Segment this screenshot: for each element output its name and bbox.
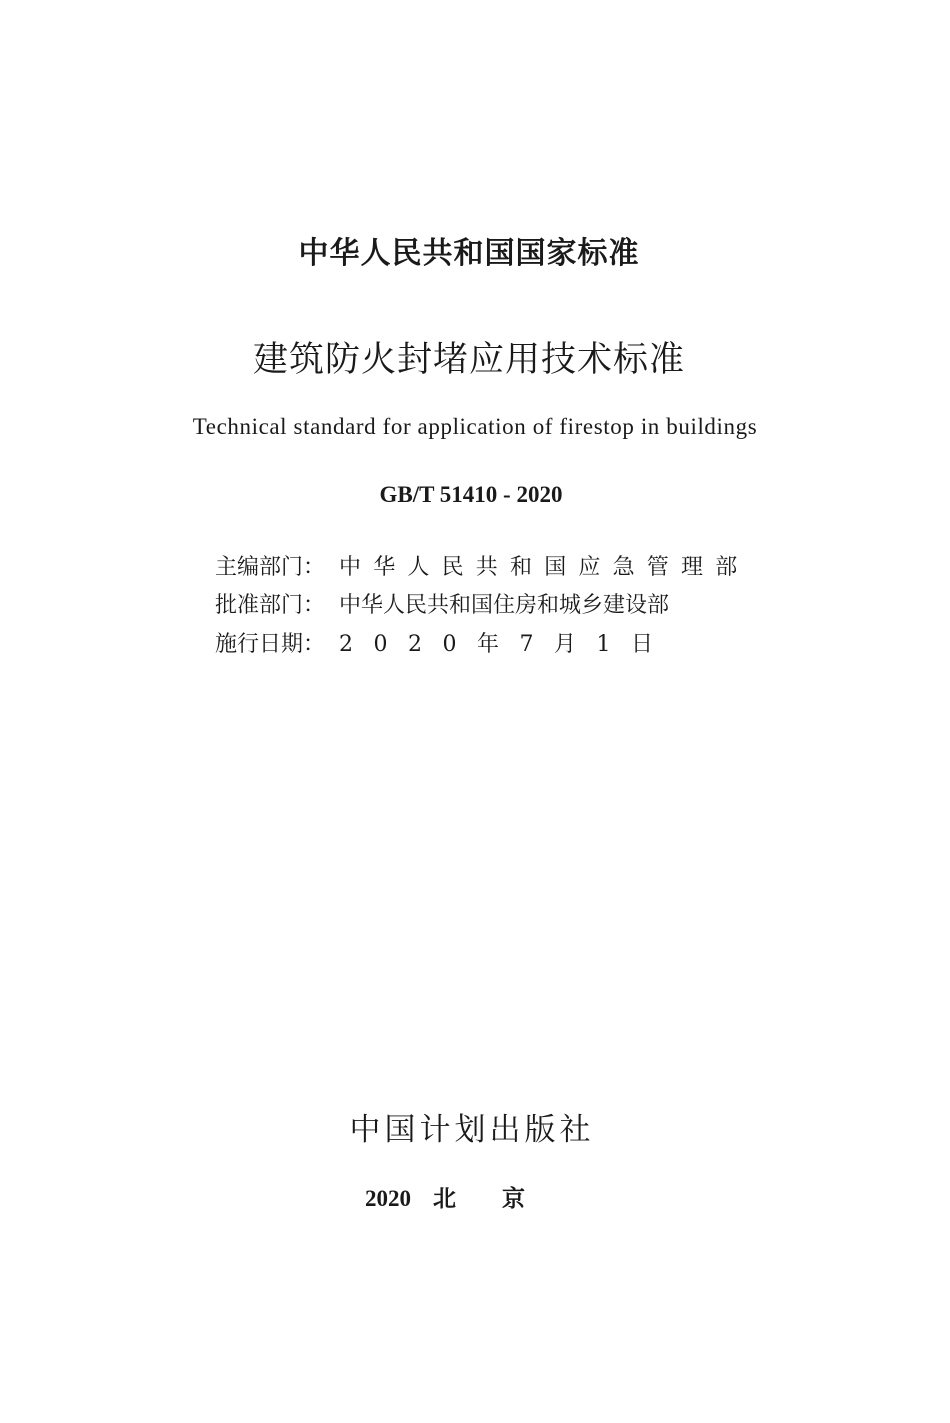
effective-date-row: [215, 627, 673, 657]
publication-city: 北京: [433, 1186, 571, 1212]
national-standard-heading: 中华人民共和国国家标准: [298, 236, 640, 271]
approval-value: 中华人民共和国住房和城乡建设部: [339, 592, 670, 618]
effective-date-label: 施行日期：: [215, 631, 326, 657]
approval-label: 批准部门：: [215, 592, 326, 618]
approval-row: [215, 588, 669, 618]
chief-editor-row: [215, 550, 749, 580]
publication-place: [0, 1180, 943, 1213]
chief-editor-value: 中华人民共和国应急管理部: [339, 554, 750, 580]
effective-date-value: 2020年7月1日: [339, 631, 674, 657]
publication-year: 2020: [365, 1186, 411, 1211]
chief-editor-label: 主编部门：: [215, 554, 326, 580]
title-english: Technical standard for application of firestop in buildings: [192, 414, 758, 439]
standard-code: GB/T 51410 - 2020: [379, 482, 563, 507]
title-chinese: 建筑防火封堵应用技术标准: [252, 340, 685, 380]
publisher-name: 中国计划出版社: [349, 1112, 595, 1148]
